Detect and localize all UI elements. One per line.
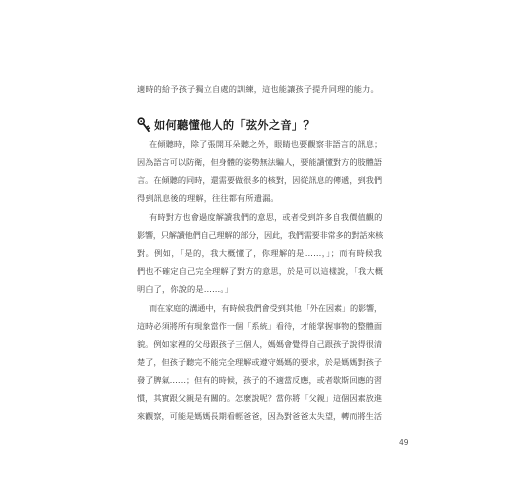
paragraph-line: 發了脾氣……；但有的時候，孩子的不適當反應，或者歇斯回應的習 — [137, 375, 382, 385]
intro-line: 適時的給予孩子獨立自處的訓練，這也能讓孩子提升同理的能力。 — [137, 84, 379, 94]
paragraph-line: 言。在傾聽的同時，還需要做很多的核對，因從訊息的傳遞，到我們 — [137, 175, 382, 185]
paragraph-line: 對。例如，「是的，我大概懂了，你理解的是……，」；而有時候我 — [137, 248, 382, 258]
paragraph-line: 明白了，你說的是……。」 — [137, 284, 233, 294]
paragraph-line: 有時對方也會過度解讀我們的意思，或者受到許多自我價值觀的 — [149, 212, 383, 222]
paragraph-line: 而在家庭的溝通中，有時候我們會受到其他「外在因素」的影響， — [149, 303, 383, 313]
page-number: 49 — [399, 438, 409, 447]
paragraph-line: 因為語言可以防衛，但身體的姿勢無法騙人，要能讀懂對方的肢體語 — [137, 157, 382, 167]
paragraph-line: 貌。例如家裡的父母跟孩子三個人，媽媽會覺得自己跟孩子說得很清 — [137, 339, 382, 349]
paragraph-line: 們也不確定自己完全理解了對方的意思，於是可以這樣說，「我大概 — [137, 266, 384, 276]
section-heading — [137, 116, 315, 134]
paragraph-line: 影響，只解讀他們自己理解的部分，因此，我們需要非常多的對話來核 — [137, 230, 384, 240]
paragraph-line: 楚了，但孩子聽完不能完全理解或遵守媽媽的要求，於是媽媽對孩子 — [137, 357, 382, 367]
paragraph-line: 這時必須將所有現象當作一個「系統」看待，才能掌握事物的整體面 — [137, 321, 382, 331]
paragraph-line: 來觀察，可能是媽媽長期看輕爸爸，因為對爸爸太失望，轉而將生活 — [137, 411, 382, 421]
paragraph-line: 得到訊息後的理解，往往都有所遺漏。 — [137, 193, 279, 203]
key-icon — [137, 117, 151, 133]
paragraph-line: 在傾聽時，除了張開耳朵聽之外，眼睛也要觀察非語言的訊息； — [149, 139, 383, 149]
paragraph-line: 慣，其實跟父親是有關的。怎麼說呢？當你將「父親」這個因素放進 — [137, 393, 382, 403]
section-heading-text: 如何聽懂他人的「弦外之音」？ — [154, 118, 315, 132]
